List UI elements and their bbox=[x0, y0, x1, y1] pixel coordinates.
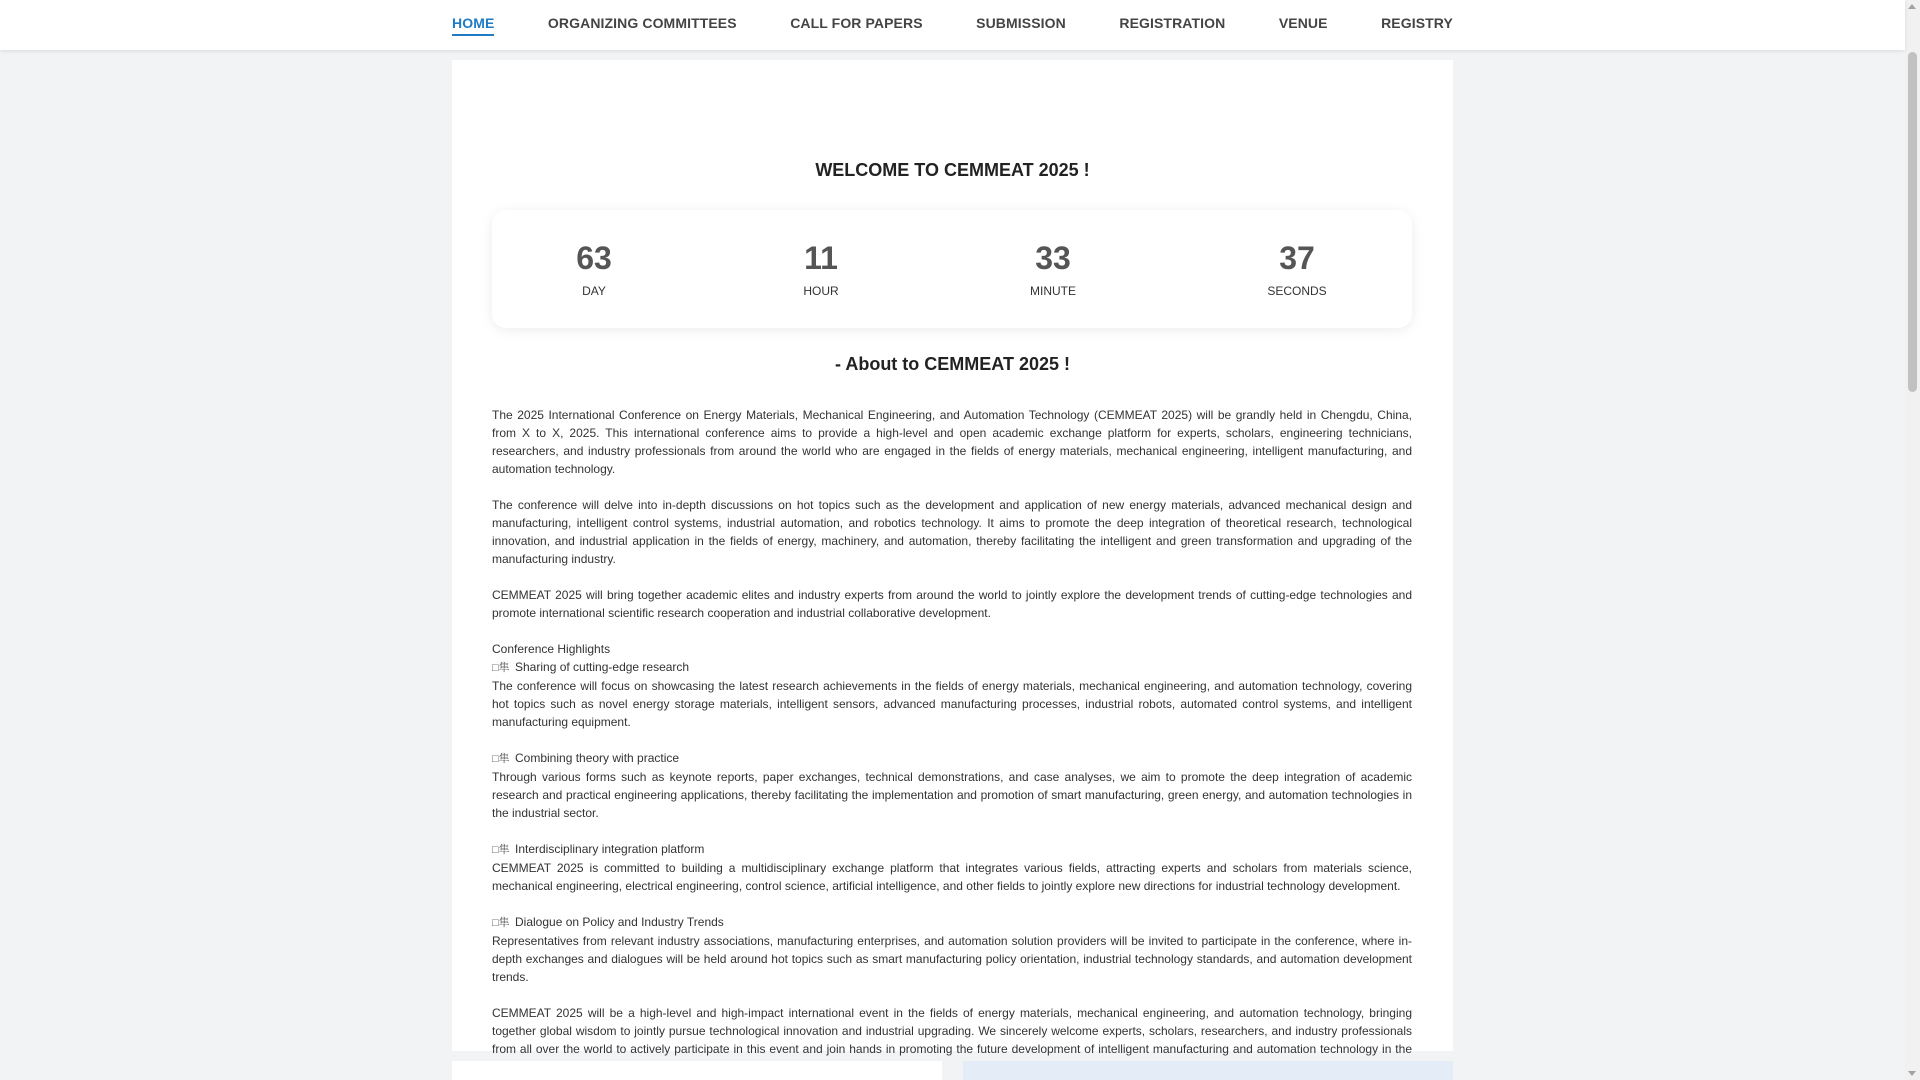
nav-item-organizing-committees[interactable]: ORGANIZING COMMITTEES bbox=[547, 15, 737, 31]
countdown-minute bbox=[993, 240, 1113, 298]
about-title: - About to CEMMEAT 2025 ! bbox=[835, 354, 1070, 374]
highlight-4-title-text: Dialogue on Policy and Industry Trends bbox=[515, 915, 724, 929]
highlight-1-title bbox=[492, 658, 1412, 677]
nav-item-home[interactable]: HOME bbox=[452, 14, 494, 36]
vertical-scrollbar[interactable] bbox=[1905, 0, 1920, 1080]
highlight-2-text: Through various forms such as keynote reports, paper exchanges, technical demonstrations, and case analyses, we aim to promote the deep integration of academic research and practical engineering applications, thereby facilitating the implementation and promotion of smart manufacturing, green energy, and automation technologies in the industrial sector. bbox=[492, 770, 1412, 820]
nav-item-registration[interactable]: REGISTRATION bbox=[1119, 15, 1226, 31]
about-paragraph-cooperation: CEMMEAT 2025 will bring together academic elites and industry experts from around the world to jointly explore the development trends of cutting-edge technologies and promote international scientific research cooperation and industrial collaborative development. bbox=[492, 588, 1412, 620]
welcome-title: WELCOME TO CEMMEAT 2025 ! bbox=[815, 160, 1090, 180]
lower-card-right bbox=[963, 1061, 1453, 1080]
about-paragraph-closing: CEMMEAT 2025 will be a high-level and high-impact international event in the fields of energy materials, mechanical engineering, and automation technology, bringing together global wisdom to jointly pursue technological innovation and industrial upgrading. We sincerely welcome experts, scholars, researchers, and industry professionals from all over the world to actively participate in this event and join hands in promoting the future development of intelligent manufacturing and automation technology in the bbox=[492, 1006, 1412, 1056]
lower-card-left bbox=[452, 1061, 942, 1080]
highlight-3-title-text: Interdisciplinary integration platform bbox=[515, 842, 705, 856]
nav-item-venue[interactable]: VENUE bbox=[1278, 15, 1328, 31]
highlight-3-title bbox=[492, 840, 1412, 859]
countdown-timer bbox=[492, 210, 1412, 328]
bullet-icon: □隼 bbox=[492, 753, 510, 765]
bullet-icon: □隼 bbox=[492, 917, 510, 929]
scroll-down-arrow-icon[interactable] bbox=[1908, 1071, 1916, 1076]
countdown-hour-value: 11 bbox=[804, 240, 838, 276]
about-paragraph-topics: The conference will delve into in-depth discussions on hot topics such as the development and application of new energy materials, advanced mechanical design and manufacturing, intelligent control systems, industrial automation, and robotics technology. It aims to promote the deep integration of theoretical research, technological innovation, and industrial application in the fields of energy, machinery, and automation, thereby facilitating the intelligent and green transformation and upgrading of the manufacturing industry. bbox=[492, 498, 1412, 566]
highlights-heading: Conference Highlights bbox=[492, 642, 611, 656]
top-navigation bbox=[0, 0, 1905, 50]
highlight-2-title-text: Combining theory with practice bbox=[515, 751, 680, 765]
countdown-seconds bbox=[1237, 240, 1357, 298]
about-paragraph-intro: The 2025 International Conference on Energy Materials, Mechanical Engineering, and Automation Technology (CEMMEAT 2025) will be grandly held in Chengdu, China, from X to X, 2025. This international conference aims to provide a high-level and open academic exchange platform for experts, scholars, engineering technicians, researchers, and industry professionals from around the world who are engaged in the fields of energy materials, mechanical engineering, intelligent manufacturing, and automation technology. bbox=[492, 408, 1412, 476]
countdown-day-label: DAY bbox=[582, 284, 606, 298]
nav-item-submission[interactable]: SUBMISSION bbox=[976, 15, 1066, 31]
nav-item-registry[interactable]: REGISTRY bbox=[1381, 15, 1453, 31]
highlight-1-text: The conference will focus on showcasing the latest research achievements in the fields of energy materials, mechanical engineering, and automation technology, covering hot topics such as novel energy storage materials, intelligent sensors, advanced manufacturing processes, industrial robots, automated control systems, and intelligent manufacturing equipment. bbox=[492, 679, 1412, 729]
nav-item-call-for-papers[interactable]: CALL FOR PAPERS bbox=[790, 15, 923, 31]
highlight-1-title-text: Sharing of cutting-edge research bbox=[515, 660, 690, 674]
countdown-seconds-value: 37 bbox=[1279, 240, 1315, 276]
bullet-icon: □隼 bbox=[492, 844, 510, 856]
countdown-seconds-label: SECONDS bbox=[1267, 284, 1327, 298]
highlight-2-title bbox=[492, 749, 1412, 768]
nav-menu bbox=[452, 0, 1453, 50]
countdown-minute-label: MINUTE bbox=[1030, 284, 1076, 298]
main-content-card bbox=[452, 60, 1453, 1056]
scrollbar-thumb[interactable] bbox=[1908, 52, 1917, 392]
highlight-4-text: Representatives from relevant industry associations, manufacturing enterprises, and automation solution providers will be invited to participate in the conference, where in-depth exchanges and dialogues will be held around hot topics such as smart manufacturing policy orientation, industrial technology standards, and automation development trends. bbox=[492, 934, 1412, 984]
countdown-hour-label: HOUR bbox=[803, 284, 839, 298]
countdown-minute-value: 33 bbox=[1035, 240, 1071, 276]
countdown-hour bbox=[761, 240, 881, 298]
scroll-up-arrow-icon[interactable] bbox=[1908, 4, 1916, 9]
highlight-4-title bbox=[492, 913, 1412, 932]
about-content bbox=[492, 406, 1412, 1080]
countdown-day bbox=[534, 240, 654, 298]
countdown-day-value: 63 bbox=[576, 240, 612, 276]
bullet-icon: □隼 bbox=[492, 662, 510, 674]
highlight-3-text: CEMMEAT 2025 is committed to building a multidisciplinary exchange platform that integrates various fields, attracting experts and scholars from materials science, mechanical engineering, electrical engineering, control science, artificial intelligence, and other fields to jointly explore new directions for industrial technology development. bbox=[492, 861, 1412, 893]
